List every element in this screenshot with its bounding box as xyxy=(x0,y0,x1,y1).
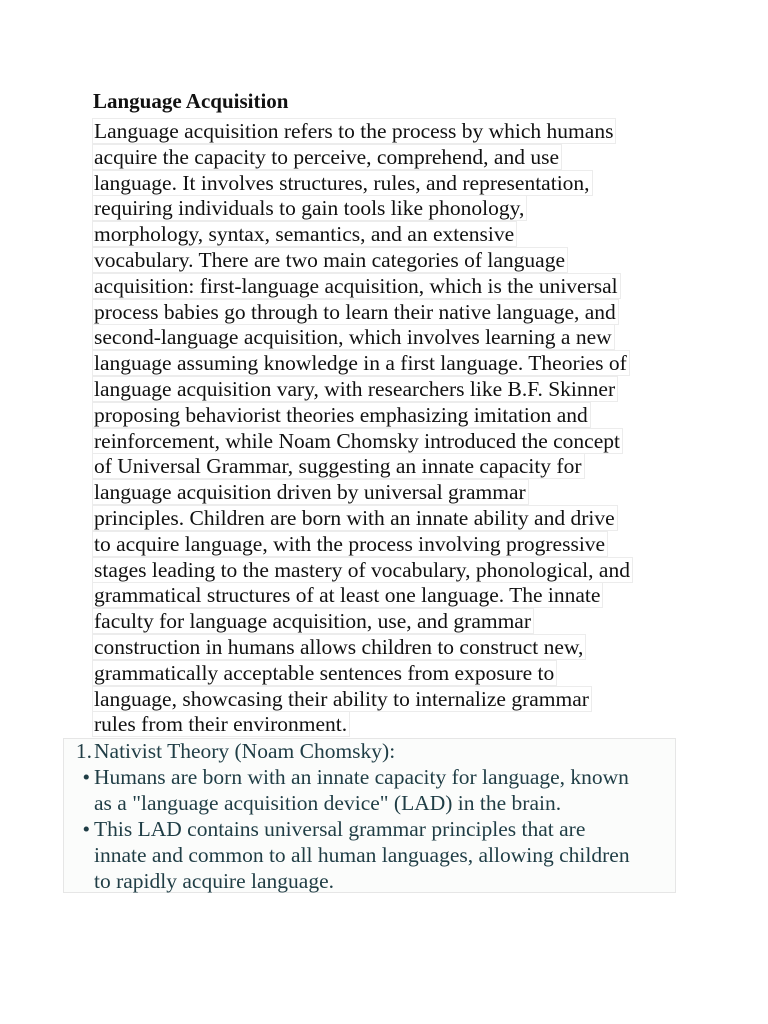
body-line: language, showcasing their ability to internalize grammar xyxy=(94,686,589,711)
body-line: of Universal Grammar, suggesting an innate capacity for xyxy=(94,454,582,479)
body-line: rules from their environment. xyxy=(94,712,348,737)
bullet-item-text: This LAD contains universal grammar principles that are innate and common to all human languages, allowing children to rapidly acquire language. xyxy=(94,817,630,893)
body-line: acquisition: first-language acquisition, which is the universal xyxy=(94,273,618,298)
body-line: morphology, syntax, semantics, and an extensive xyxy=(94,222,515,247)
body-line: proposing behaviorist theories emphasizing imitation and xyxy=(94,402,588,427)
body-line: language. It involves structures, rules, and representation, xyxy=(94,170,590,195)
numbered-item-text: Nativist Theory (Noam Chomsky): xyxy=(94,739,396,763)
body-line: to acquire language, with the process involving progressive xyxy=(94,531,606,556)
list-number: 1. xyxy=(75,739,92,763)
body-line: faculty for language acquisition, use, and grammar xyxy=(94,609,532,634)
bullet-item-text: Humans are born with an innate capacity for language, known as a "language acquisition device" (LAD) in the brain. xyxy=(94,765,629,815)
body-line: second-language acquisition, which involves learning a new xyxy=(94,325,612,350)
body-line: requiring individuals to gain tools like phonology, xyxy=(94,196,525,221)
body-line: language assuming knowledge in a first language. Theories of xyxy=(94,351,627,376)
bullet-icon: • xyxy=(82,817,90,841)
body-line: grammatically acceptable sentences from exposure to xyxy=(94,660,555,685)
body-line: construction in humans allows children to construct new, xyxy=(94,634,584,659)
body-line: language acquisition driven by universal grammar xyxy=(94,480,526,505)
body-line: stages leading to the mastery of vocabulary, phonological, and xyxy=(94,557,630,582)
body-line: grammatical structures of at least one language. The innate xyxy=(94,583,601,608)
body-paragraph xyxy=(93,119,693,738)
document-title: Language Acquisition xyxy=(93,89,289,113)
body-line: acquire the capacity to perceive, comprehend, and use xyxy=(94,144,560,169)
body-line: Language acquisition refers to the process by which humans xyxy=(94,119,614,143)
body-line: language acquisition vary, with researchers like B.F. Skinner xyxy=(94,376,616,401)
bullet-icon: • xyxy=(82,765,90,789)
body-line: process babies go through to learn their native language, and xyxy=(94,299,616,324)
body-line: principles. Children are born with an innate ability and drive xyxy=(94,505,615,530)
body-line: reinforcement, while Noam Chomsky introduced the concept xyxy=(94,428,620,453)
body-line: vocabulary. There are two main categories of language xyxy=(94,247,565,272)
theory-list xyxy=(63,738,676,893)
